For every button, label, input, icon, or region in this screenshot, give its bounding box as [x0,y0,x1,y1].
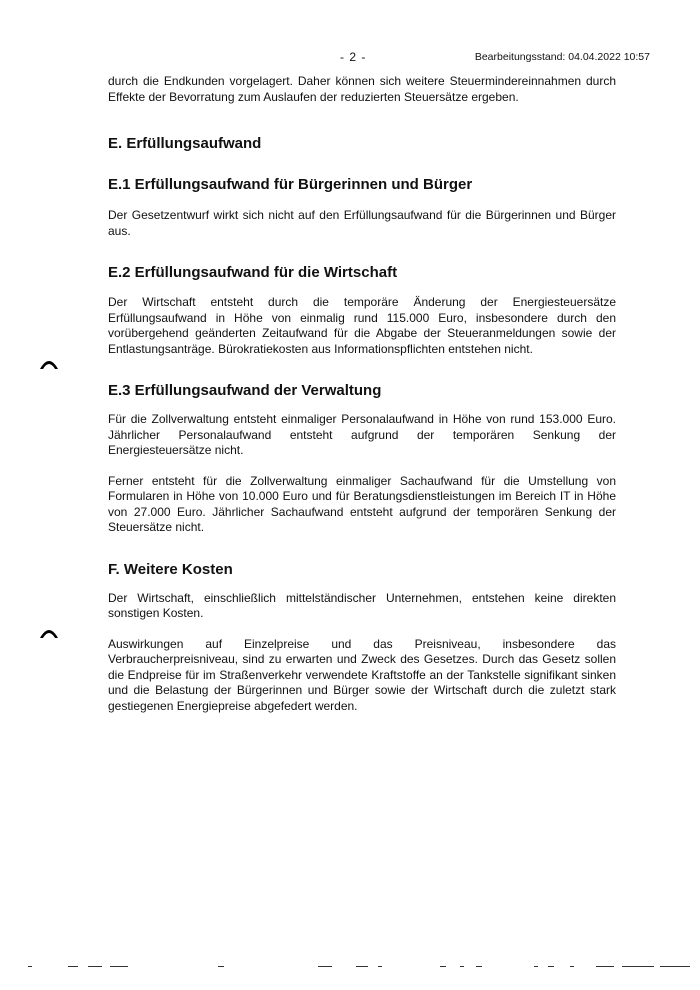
punch-hole-mark-top [38,355,60,371]
paragraph-e1: Der Gesetzentwurf wirkt sich nicht auf den Erfüllungsaufwand für die Bürgerinnen und Bürger aus. [108,208,616,238]
heading-e2: E.2 Erfüllungsaufwand für die Wirtschaft [108,264,398,281]
processing-status: Bearbeitungsstand: 04.04.2022 10:57 [474,51,650,63]
heading-e1: E.1 Erfüllungsaufwand für Bürgerinnen und Bürger [108,176,473,193]
page-number: - 2 - [340,50,367,64]
punch-hole-mark-bottom [38,624,60,640]
paragraph-f-business: Der Wirtschaft, einschließlich mittelständischer Unternehmen, entstehen keine direkten sonstigen Kosten. [108,590,616,620]
paragraph-e2: Der Wirtschaft entsteht durch die temporäre Änderung der Energiesteuersätze Erfüllungsaufwand in Höhe von einmalig rund 115.000 Euro, insbesondere durch den vorübergehend geänderten Zeitaufwand für die Abgabe der Steueranmeldungen sowie der Entlastungsanträge. Bürokratiekosten aus Informationspflichten entstehen nicht. [108,295,616,356]
paragraph-e3-material: Ferner entsteht für die Zollverwaltung einmaliger Sachaufwand für die Umstellung von Formularen in Höhe von 10.000 Euro und für Beratungsdienstleistungen im Bereich IT in Höhe von 27.000 Euro. Jährlicher Sachaufwand entsteht aufgrund der temporären Senkung der Steuersätze nicht. [108,473,616,534]
document-body [108,74,616,714]
heading-f: F. Weitere Kosten [108,560,233,578]
heading-e3: E.3 Erfüllungsaufwand der Verwaltung [108,382,382,399]
intro-paragraph: durch die Endkunden vorgelagert. Daher können sich weitere Steuermindereinnahmen durch Effekte der Bevorratung zum Auslaufen der reduzierten Steuersätze ergeben. [108,74,616,104]
paragraph-e3-personnel: Für die Zollverwaltung entsteht einmaliger Personalaufwand in Höhe von rund 153.000 Euro. Jährlicher Personalaufwand entsteht aufgrund der temporären Senkung der Energiesteuersätze nicht. [108,412,616,457]
heading-e: E. Erfüllungsaufwand [108,135,262,152]
paragraph-f-prices: Auswirkungen auf Einzelpreise und das Preisniveau, insbesondere das Verbraucherpreisniveau, sind zu erwarten und Zweck des Gesetzes. Durch das Gesetz sollen die Endpreise für im Straßenverkehr verwendete Kraftstoffe an der Tankstelle signifikant sinken und die Belastung der Bürgerinnen und Bürger sowie der Wirtschaft durch die zuletzt stark gestiegenen Energiepreise abgefedert werden. [108,636,616,713]
